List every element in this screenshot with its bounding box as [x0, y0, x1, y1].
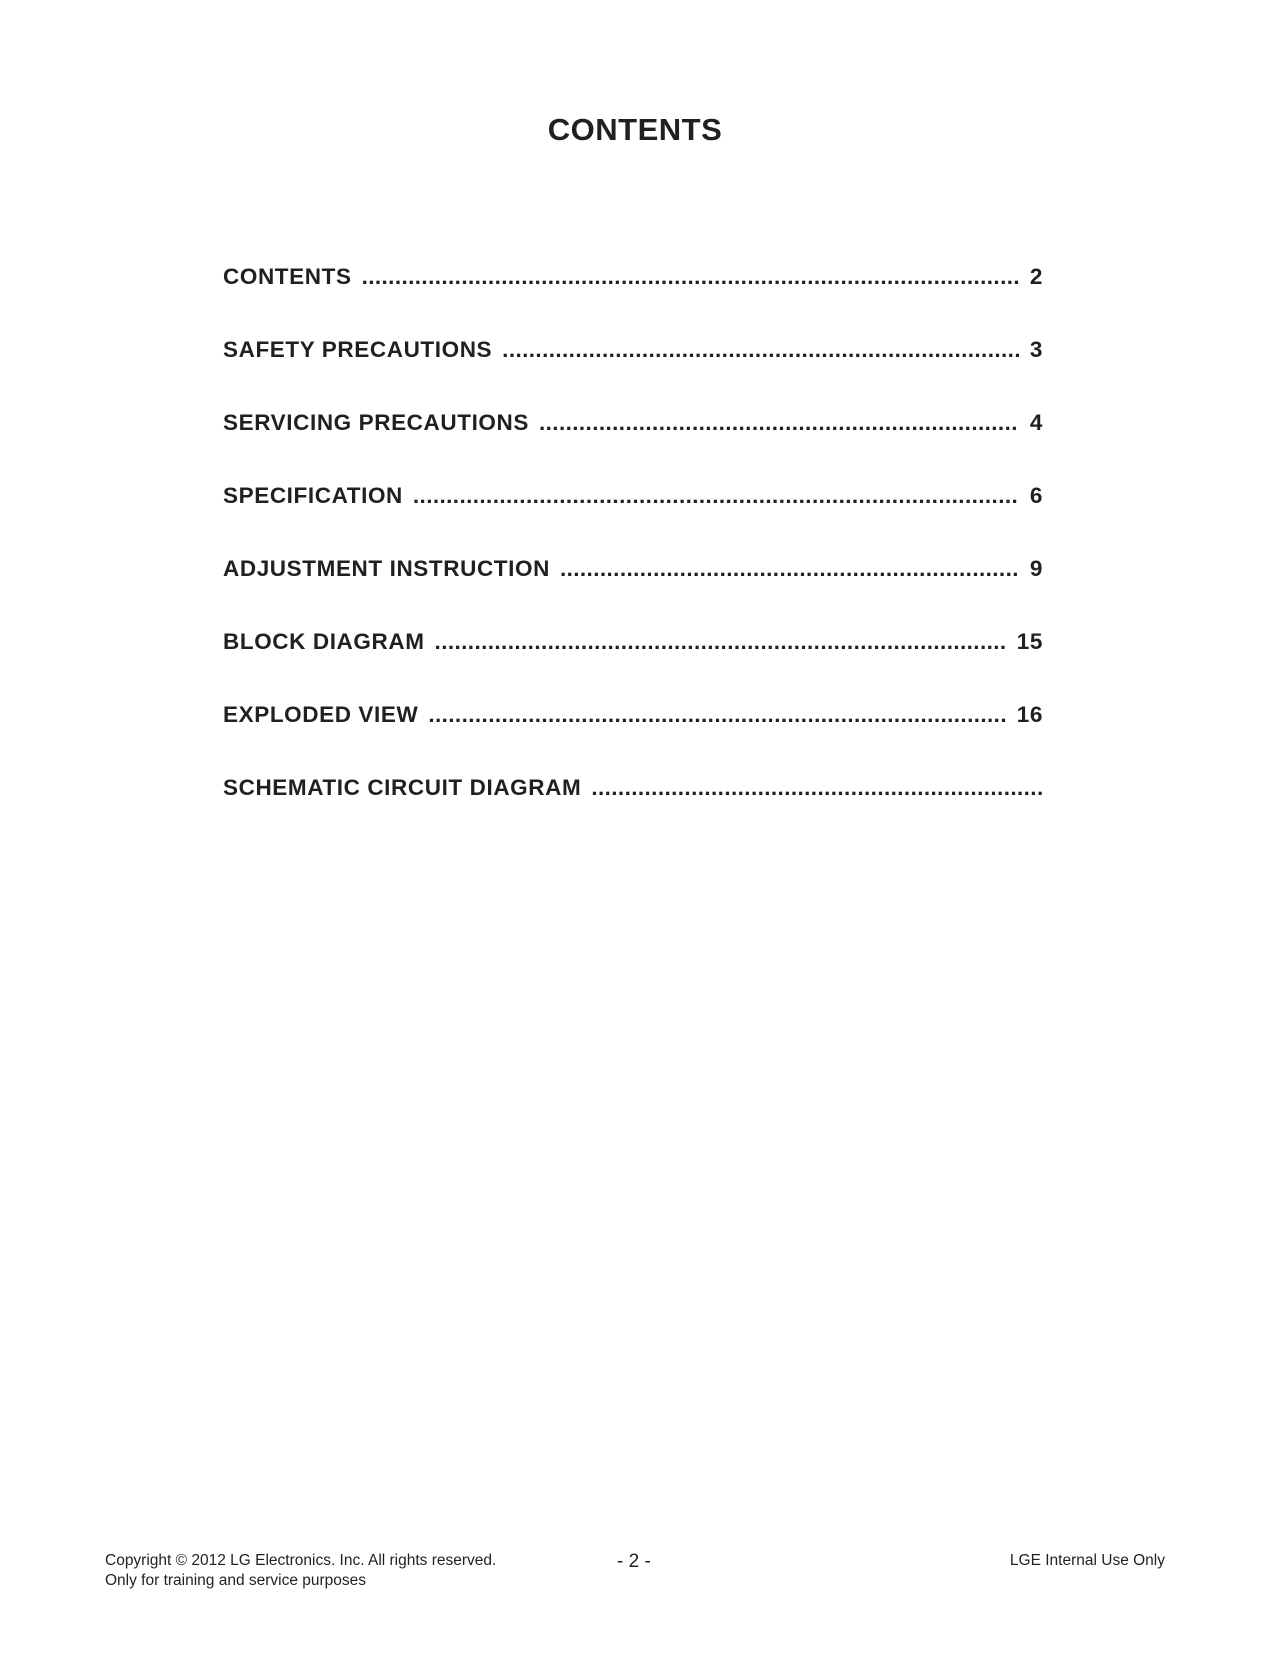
toc-entry-label: SCHEMATIC CIRCUIT DIAGRAM [223, 775, 582, 800]
toc-entry-exploded-view[interactable] [223, 702, 1043, 775]
purpose-text: Only for training and service purposes [105, 1572, 367, 1589]
dot-leader [435, 629, 1007, 655]
toc-entry-schematic-circuit-diagram[interactable] [223, 775, 1043, 848]
table-of-contents [223, 264, 1043, 848]
toc-entry-page: 6 [1029, 483, 1043, 508]
toc-entry-page: 15 [1016, 629, 1043, 654]
toc-entry-page: 2 [1029, 264, 1043, 289]
toc-entry-label: EXPLODED VIEW [223, 702, 419, 727]
footer-copyright-block [105, 1551, 496, 1591]
dot-leader [539, 410, 1019, 436]
toc-entry-adjustment-instruction[interactable] [223, 556, 1043, 629]
toc-entry-servicing-precautions[interactable] [223, 410, 1043, 483]
dot-leader [362, 264, 1019, 290]
toc-entry-label: SAFETY PRECAUTIONS [223, 337, 493, 362]
toc-entry-label: CONTENTS [223, 264, 352, 289]
page-number: - 2 - [617, 1551, 651, 1572]
toc-entry-page: 4 [1029, 410, 1043, 435]
classification-label: LGE Internal Use Only [1009, 1552, 1165, 1569]
toc-entry-page: 16 [1016, 702, 1043, 727]
dot-leader [560, 556, 1019, 582]
toc-entry-label: ADJUSTMENT INSTRUCTION [223, 556, 550, 581]
toc-entry-page: 3 [1029, 337, 1043, 362]
toc-entry-label: BLOCK DIAGRAM [223, 629, 425, 654]
page-title: CONTENTS [547, 112, 723, 147]
toc-entry-page: 9 [1029, 556, 1043, 581]
dot-leader [428, 702, 1006, 728]
toc-entry-contents[interactable] [223, 264, 1043, 337]
dot-leader [502, 337, 1019, 363]
toc-entry-label: SERVICING PRECAUTIONS [223, 410, 529, 435]
toc-entry-specification[interactable] [223, 483, 1043, 556]
toc-entry-block-diagram[interactable] [223, 629, 1043, 702]
toc-entry-safety-precautions[interactable] [223, 337, 1043, 410]
copyright-text: Copyright © 2012 LG Electronics. Inc. All rights reserved. [105, 1552, 497, 1569]
dot-leader [591, 775, 1043, 801]
toc-entry-label: SPECIFICATION [223, 483, 403, 508]
dot-leader [413, 483, 1019, 509]
